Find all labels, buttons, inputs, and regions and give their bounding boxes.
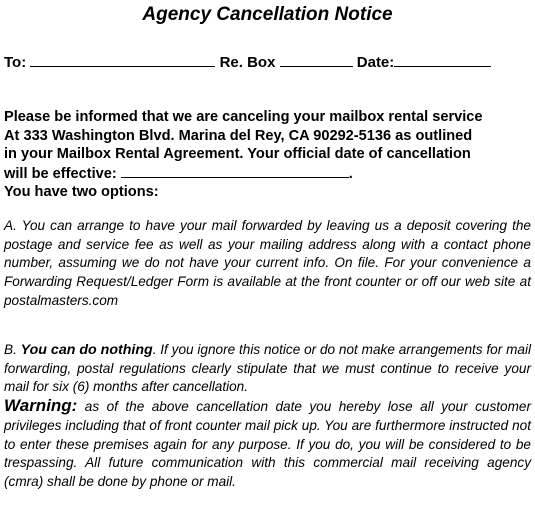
box-blank-line: [280, 53, 353, 67]
box-label: Re. Box: [219, 54, 276, 71]
effective-label: will be effective:: [4, 165, 117, 182]
option-b-text: . If you ignore this notice or do not make arrangements for mail forwarding, postal regulations clearly stipulate that we must continue to receive your mail for six (6) months after cancellation.: [4, 342, 532, 395]
option-b-prefix: B.: [4, 342, 17, 357]
effective-date-blank-line: [121, 164, 349, 178]
to-label: To:: [4, 54, 27, 71]
notice-line: will be effective: .: [4, 165, 353, 182]
document-title: Agency Cancellation Notice: [142, 4, 393, 25]
address-fields-line: [4, 53, 491, 72]
notice-line: Please be informed that we are canceling your mailbox rental service: [4, 109, 483, 125]
option-b-section: [4, 341, 531, 492]
notice-line: in your Mailbox Rental Agreement. Your official date of cancellation: [4, 146, 471, 162]
date-blank-line: [394, 53, 491, 67]
warning-label: Warning:: [4, 396, 78, 416]
notice-line: You have two options:: [4, 184, 159, 200]
date-label: Date:: [356, 54, 395, 71]
option-a-paragraph: A. You can arrange to have your mail forwarded by leaving us a deposit covering the postage and service fee as well as your mailing address along with a contact phone number, assuming we do not have your current info. On file. For your convenience a Forwarding Request/Ledger Form is available at the front counter or off our web site at postalmasters.com: [4, 218, 531, 308]
to-blank-line: [30, 53, 215, 67]
notice-line: At 333 Washington Blvd. Marina del Rey, CA 90292-5136 as outlined: [4, 127, 473, 144]
warning-text: as of the above cancellation date you hereby lose all your customer privileges including that of front counter mail pick up. You are furthermore instructed not to enter these premises again for any purpose. If you do, you will be considered to be trespassing. All future communication with this commercial mail receiving agency (cmra) shall be done by phone or mail.: [4, 399, 531, 489]
notice-paragraph: [4, 108, 529, 202]
option-b-emphasis: You can do nothing: [20, 342, 153, 358]
